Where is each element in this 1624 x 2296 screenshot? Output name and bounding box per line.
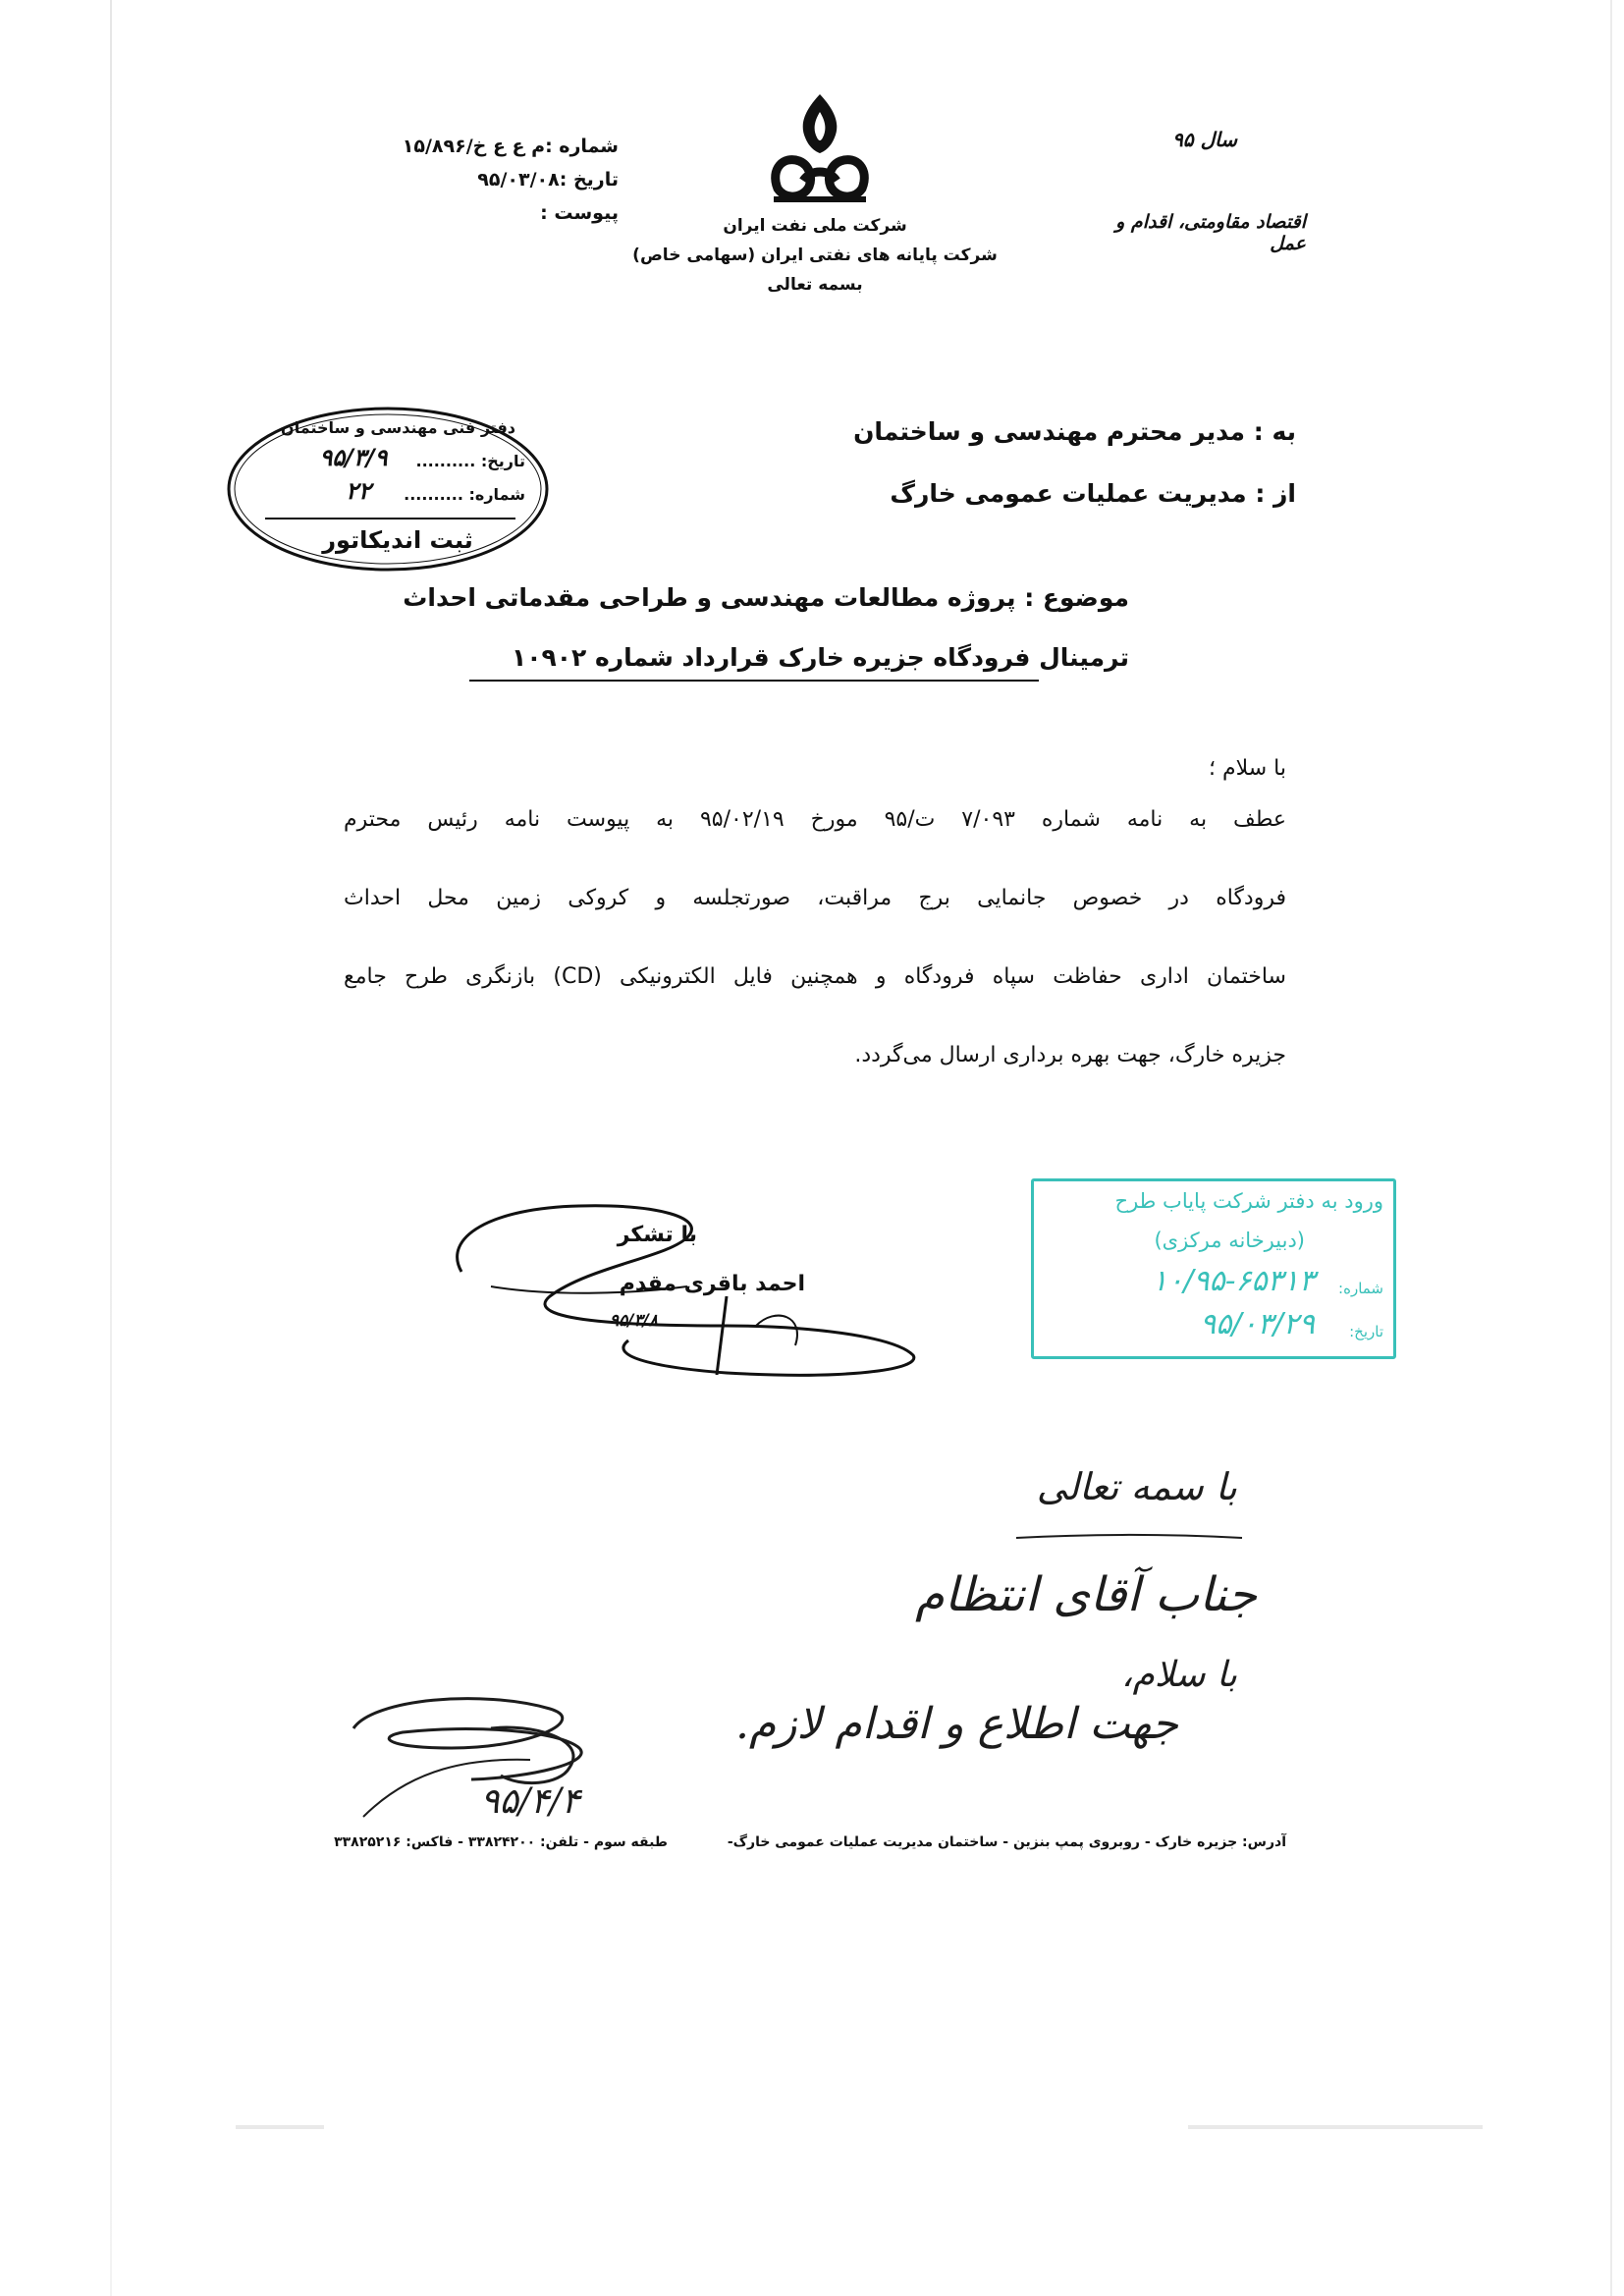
oval-stamp-number-value: ۲۲ [346, 477, 371, 505]
addressee-from: از : مدیریت عملیات عمومی خارگ [890, 479, 1296, 508]
scan-edge-right [1610, 0, 1612, 2296]
receipt-stamp-date-value: ۹۵/۰۳/۲۹ [1200, 1307, 1315, 1341]
greeting: با سلام ؛ [1209, 756, 1286, 781]
subject-line-1: موضوع : پروژه مطالعات مهندسی و طراحی مقدماتی احداث [403, 583, 1129, 612]
year-slogan: اقتصاد مقاومتی، اقدام و عمل [1115, 211, 1306, 254]
footer-address: آدرس: جزیره خارک - روبروی پمپ بنزین - ساختمان مدیریت عملیات عمومی خارگ- [727, 1834, 1286, 1850]
year-label: سال ۹۵ [1172, 128, 1237, 151]
handwritten-greeting: با سلام، [1121, 1655, 1237, 1695]
scan-artifact [236, 2125, 324, 2129]
company-header [589, 211, 1041, 300]
signer-closing: با تشکر [617, 1223, 697, 1247]
handwritten-date: ۹۵/۴/۴ [480, 1781, 580, 1822]
subject-line-2: ترمینال فرودگاه جزیره خارک قرارداد شماره ۱۰۹۰۲ [511, 643, 1129, 672]
oval-stamp-date-label: تاریخ: .......... [415, 452, 525, 470]
handwritten-recipient: جناب آقای انتظام [915, 1567, 1257, 1622]
addressee-to: به : مدیر محترم مهندسی و ساختمان [853, 417, 1296, 446]
nioc-flame-logo-icon [766, 90, 874, 206]
scan-artifact [1188, 2125, 1483, 2129]
subject-underline [469, 678, 1039, 683]
receipt-stamp-title: ورود به دفتر شرکت پایاب طرح [1114, 1189, 1383, 1213]
letter-date: تاریخ :۹۵/۰۳/۰۸ [477, 169, 619, 191]
body-line-3: ساختمان اداری حفاظت سپاه فرودگاه و همچنین فایل الکترونیکی (CD) بازنگری طرح جامع [344, 964, 1286, 989]
letter-number: شماره :م ع ع خ/۱۵/۸۹۶ [402, 136, 619, 157]
scan-edge-left [110, 0, 112, 2296]
handwritten-invocation: با سمه تعالی [1036, 1465, 1237, 1508]
reference-block [324, 130, 619, 230]
company-name-terminals: شرکت پایانه های نفتی ایران (سهامی خاص) [632, 246, 998, 265]
oval-registration-stamp [221, 401, 555, 577]
body-line-2: فرودگاه در خصوص جانمایی برج مراقبت، صورتجلسه و کروکی زمین محل احداث [344, 886, 1286, 910]
signer-date: ۹۵/۳/۸ [610, 1311, 658, 1331]
company-name-nioc: شرکت ملی نفت ایران [723, 216, 907, 236]
oval-stamp-title: دفتر فنی مهندسی و ساختمان [281, 418, 515, 437]
handwritten-underline [1011, 1532, 1247, 1542]
oval-stamp-registered: ثبت اندیکاتور [322, 526, 473, 554]
signer-name: احمد باقری مقدم [619, 1272, 805, 1296]
oval-stamp-date-value: ۹۵/۳/۹ [319, 444, 388, 471]
letter-attachment: پیوست : [540, 202, 619, 224]
receipt-stamp-date-label: تاریخ: [1349, 1323, 1383, 1340]
invocation: بسمه تعالی [767, 275, 863, 295]
receipt-stamp-number-value: ۱۰/۹۵-۶۵۳۱۳ [1152, 1264, 1315, 1298]
receipt-stamp-subtitle: (دبیرخانه مرکزی) [1154, 1229, 1305, 1252]
receipt-stamp [1031, 1178, 1396, 1359]
body-line-1: عطف به نامه شماره ۷/۰۹۳ ت/۹۵ مورخ ۹۵/۰۲/۱۹ به پیوست نامه رئیس محترم [344, 807, 1286, 832]
oval-stamp-number-label: شماره: .......... [404, 485, 525, 504]
footer-contact: طبقه سوم - تلفن: ۳۳۸۲۴۲۰۰ - فاکس: ۳۳۸۲۵۲۱۶ [334, 1834, 668, 1850]
handwritten-instruction: جهت اطلاع و اقدام لازم. [734, 1699, 1178, 1749]
body-line-4: جزیره خارگ، جهت بهره برداری ارسال می‌گردد. [854, 1043, 1286, 1067]
receipt-stamp-number-label: شماره: [1338, 1280, 1383, 1297]
